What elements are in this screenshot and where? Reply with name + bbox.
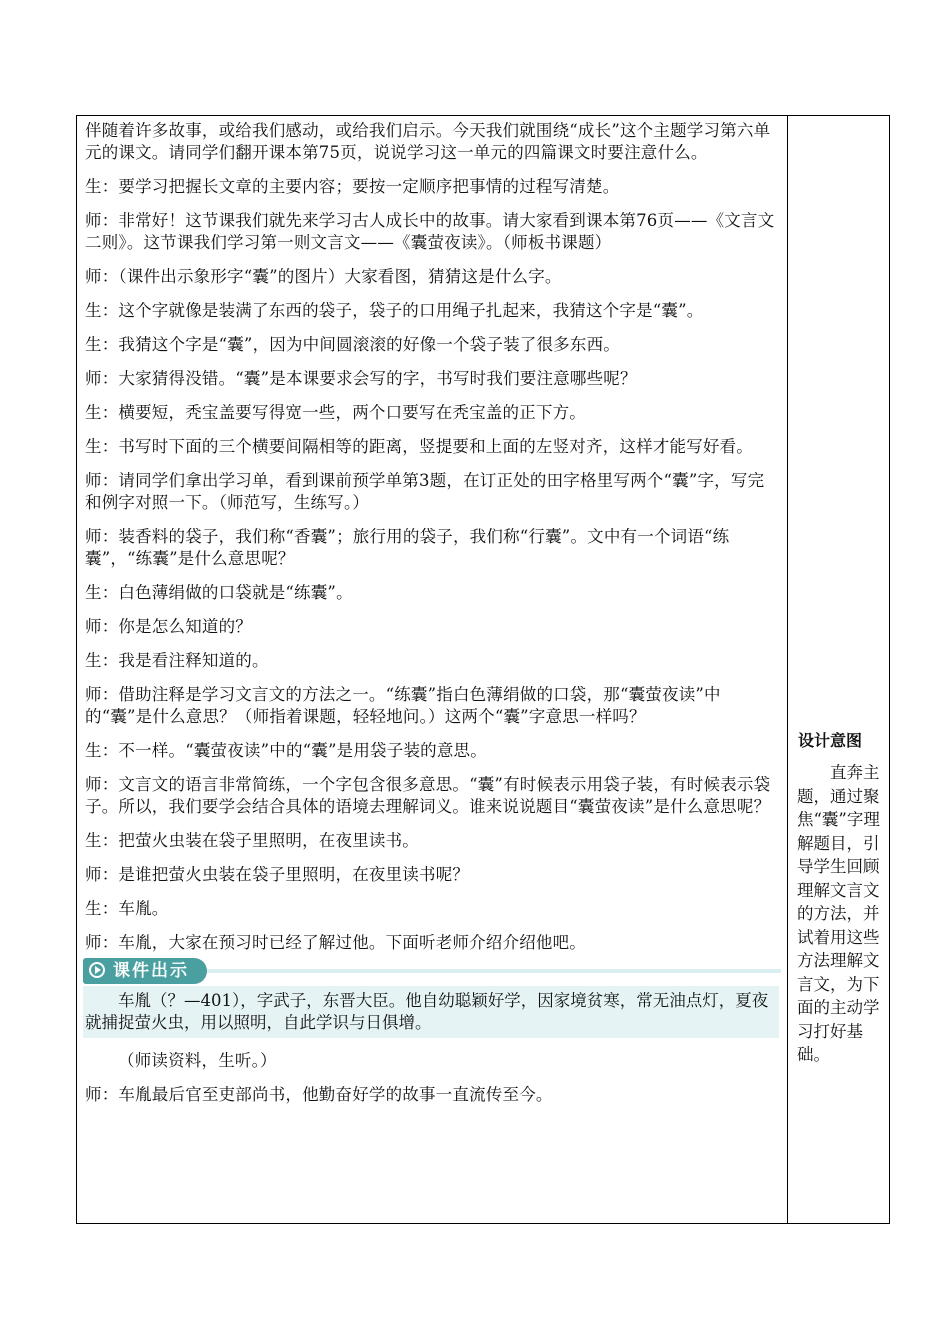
paragraph: 生：书写时下面的三个横要间隔相等的距离，竖提要和上面的左竖对齐，这样才能写好看。 (85, 437, 753, 456)
paragraph: 师：文言文的语言非常简练，一个字包含很多意思。“囊”有时候表示用袋子装，有时候表示袋子。所以，我们要学会结合具体的语境去理解词义。谁来说说题目“囊萤夜读”是什么意思呢？ (85, 775, 771, 816)
paragraph: 师：装香料的袋子，我们称“香囊”；旅行用的袋子，我们称“行囊”。文中有一个词语“练囊”，“练囊”是什么意思呢？ (85, 527, 730, 568)
paragraph: 师：非常好！这节课我们就先来学习古人成长中的故事。请大家看到课本第76页——《文言文二则》。这节课我们学习第一则文言文——《囊萤夜读》。（师板书课题） (85, 211, 775, 252)
banner-label: 课件出示 (113, 961, 189, 981)
paragraph: 生：横要短，秃宝盖要写得宽一些，两个口要写在秃宝盖的正下方。 (85, 403, 586, 422)
design-intent-column (788, 116, 889, 1223)
design-intent-title: 设计意图 (798, 731, 863, 750)
paragraph: 师：大家猜得没错。“囊”是本课要求会写的字，书写时我们要注意哪些呢？ (85, 369, 637, 388)
design-intent-text: 直奔主题，通过聚焦“囊”字理解题目，引导学生回顾理解文言文的方法，并试着用这些方法理解文言文，为下面的主动学习打好基础。 (797, 763, 880, 1064)
play-circle-icon (89, 962, 105, 978)
paragraph: 伴随着许多故事，或给我们感动，或给我们启示。今天我们就围绕“成长”这个主题学习第六单元的课文。请同学们翻开课本第75页，说说学习这一单元的四篇课文时要注意什么。 (85, 121, 771, 162)
paragraph: 生：这个字就像是装满了东西的袋子，袋子的口用绳子扎起来，我猜这个字是“囊”。 (85, 301, 704, 320)
paragraph: 师：（课件出示象形字“囊”的图片）大家看图，猜猜这是什么字。 (85, 267, 562, 286)
lesson-process-column (77, 116, 788, 1223)
courseware-material: 车胤（？—401），字武子，东晋大臣。他自幼聪颖好学，因家境贫寒，常无油点灯，夏夜就捕捉萤火虫，用以照明，自此学识与日俱增。 (83, 986, 779, 1038)
paragraph: 生：我是看注释知道的。 (85, 651, 269, 670)
paragraph: 生：要学习把握长文章的主要内容；要按一定顺序把事情的过程写清楚。 (85, 177, 620, 196)
banner-tag (83, 958, 207, 984)
lesson-table (76, 115, 890, 1224)
paragraph: 师：是谁把萤火虫装在袋子里照明，在夜里读书呢？ (85, 865, 470, 884)
banner-rule (203, 969, 781, 973)
paragraph: 师：借助注释是学习文言文的方法之一。“练囊”指白色薄绢做的口袋，那“囊萤夜读”中的“囊”是什么意思？（师指着课题，轻轻地问。）这两个“囊”字意思一样吗？ (85, 685, 721, 726)
courseware-banner (83, 958, 781, 984)
paragraph: 生：不一样。“囊萤夜读”中的“囊”是用袋子装的意思。 (85, 741, 487, 760)
paragraph: 生：我猜这个字是“囊”，因为中间圆滚滚的好像一个袋子装了很多东西。 (85, 335, 620, 354)
paragraph: 生：把萤火虫装在袋子里照明，在夜里读书。 (85, 831, 419, 850)
paragraph: 师：请同学们拿出学习单，看到课前预学单第3题，在订正处的田字格里写两个“囊”字，写完和例字对照一下。（师范写，生练写。） (85, 471, 765, 512)
paragraph: 师：你是怎么知道的？ (85, 617, 252, 636)
paragraph: 生：白色薄绢做的口袋就是“练囊”。 (85, 583, 353, 602)
paragraph: 师：车胤，大家在预习时已经了解过他。下面听老师介绍介绍他吧。 (85, 933, 586, 952)
paragraph: 师：车胤最后官至吏部尚书，他勤奋好学的故事一直流传至今。 (85, 1085, 553, 1104)
paragraph: 生：车胤。 (85, 899, 169, 918)
paragraph: （师读资料，生听。） (118, 1051, 277, 1070)
